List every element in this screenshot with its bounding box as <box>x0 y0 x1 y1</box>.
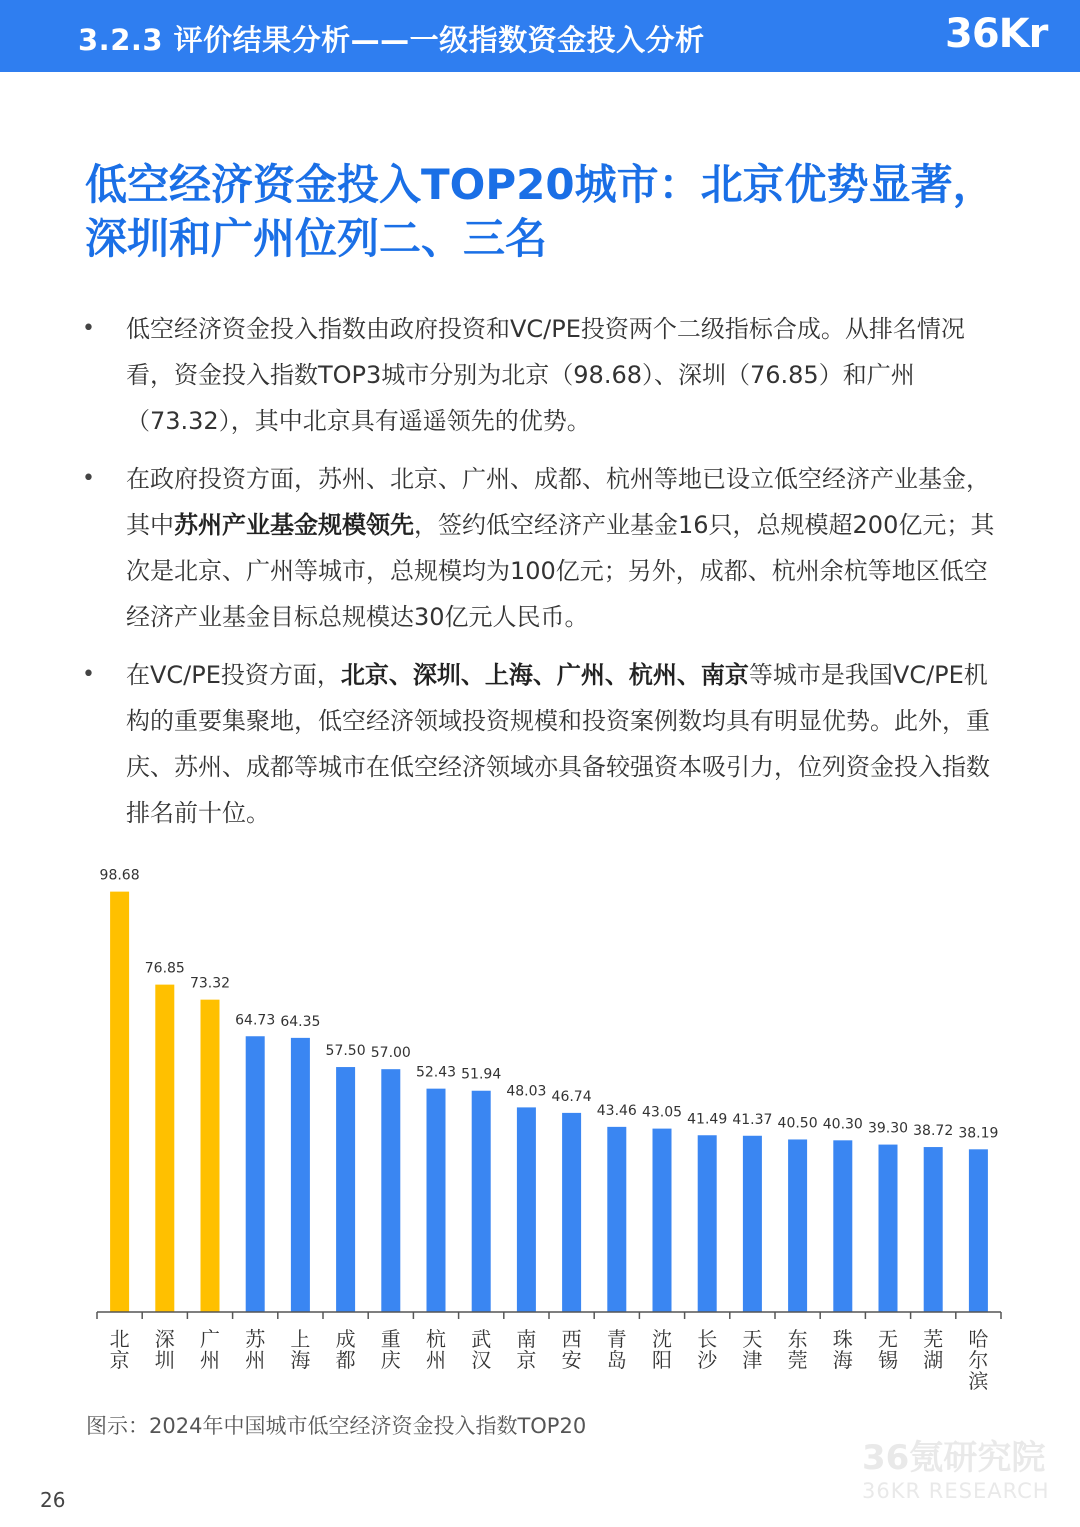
bullet-bold-text: 北京、深圳、上海、广州、杭州、南京 <box>340 661 749 689</box>
bar-value-label: 51.94 <box>461 1066 502 1083</box>
x-tick-label: 西安 <box>561 1327 582 1372</box>
bar-value-label: 57.50 <box>325 1043 366 1060</box>
bar-value-label: 40.30 <box>822 1116 863 1133</box>
bar-成都 <box>336 1067 355 1312</box>
bar-武汉 <box>472 1091 491 1312</box>
bar-value-label: 98.68 <box>99 867 140 884</box>
bar-value-label: 43.05 <box>641 1104 683 1121</box>
chart-svg <box>0 850 1080 1410</box>
bar-重庆 <box>381 1069 400 1312</box>
bar-value-label: 57.00 <box>370 1045 411 1062</box>
x-tick-label: 天津 <box>742 1327 763 1372</box>
bar-value-label: 40.50 <box>777 1115 818 1132</box>
x-tick-label: 长沙 <box>697 1327 718 1372</box>
x-tick-label: 深圳 <box>154 1327 175 1372</box>
bar-value-label: 73.32 <box>189 975 231 992</box>
chart-caption: 图示：2024年中国城市低空经济资金投入指数TOP20 <box>86 1414 587 1438</box>
bar-苏州 <box>246 1036 265 1312</box>
bar-value-label: 43.46 <box>596 1102 637 1119</box>
page-title: 低空经济资金投入TOP20城市：北京优势显著，深圳和广州位列二、三名 <box>85 160 995 263</box>
x-tick-label: 无锡 <box>878 1327 898 1372</box>
x-tick-label: 武汉 <box>471 1327 492 1372</box>
bullet-text: ，签约低空经济产业基金16只，总规模超200亿元；其次是北京、广州等城市，总规模均为100亿元；另外，成都、杭州余杭等地区低空经济产业基金目标总规模达30亿元人民币。 <box>126 511 995 631</box>
bar-沈阳 <box>653 1129 672 1312</box>
bar-芜湖 <box>924 1147 943 1312</box>
section-title: 3.2.3 评价结果分析——一级指数资金投入分析 <box>78 23 705 57</box>
watermark <box>862 1438 1062 1504</box>
bar-value-label: 76.85 <box>144 960 185 977</box>
bullet-item <box>82 456 1002 640</box>
watermark-cn: 36氪研究院 <box>862 1438 1046 1478</box>
bar-value-label: 48.03 <box>506 1083 547 1100</box>
bar-杭州 <box>427 1089 446 1312</box>
bar-value-label: 38.72 <box>913 1123 954 1140</box>
x-tick-label: 重庆 <box>380 1327 401 1372</box>
x-tick-label: 广州 <box>200 1327 220 1372</box>
bar-value-label: 64.35 <box>280 1013 321 1030</box>
bar-南京 <box>517 1107 536 1312</box>
x-tick-label: 珠海 <box>832 1327 853 1372</box>
bullet-dot-icon: • <box>82 316 95 341</box>
bar-东莞 <box>788 1139 807 1312</box>
bullet-item <box>82 306 1002 444</box>
x-tick-label: 成都 <box>335 1327 356 1372</box>
bar-天津 <box>743 1136 762 1312</box>
bar-深圳 <box>155 985 174 1312</box>
bullet-list <box>82 306 1002 848</box>
x-tick-label: 南京 <box>516 1327 537 1372</box>
brand-logo <box>945 0 1080 72</box>
x-tick-label: 青岛 <box>606 1327 627 1372</box>
bar-value-label: 41.49 <box>687 1111 728 1128</box>
bar-北京 <box>110 892 129 1312</box>
x-tick-label: 沈阳 <box>652 1327 672 1372</box>
logo-text: 36Kr <box>945 11 1048 57</box>
bar-value-label: 39.30 <box>867 1120 909 1137</box>
x-tick-label: 北京 <box>109 1327 130 1372</box>
x-tick-label: 杭州 <box>426 1327 446 1372</box>
bullet-dot-icon: • <box>82 662 95 687</box>
bar-value-label: 52.43 <box>415 1064 457 1081</box>
x-tick-label: 哈尔滨 <box>968 1327 989 1393</box>
bar-chart <box>0 850 1080 1410</box>
x-tick-label: 上海 <box>290 1327 311 1372</box>
bar-上海 <box>291 1038 310 1312</box>
bar-西安 <box>562 1113 581 1312</box>
bar-无锡 <box>879 1145 898 1312</box>
x-tick-label: 芜湖 <box>923 1327 944 1372</box>
bullet-text: 在VC/PE投资方面， <box>126 661 341 689</box>
bullet-bold-text: 苏州产业基金规模领先 <box>174 511 414 539</box>
bullet-dot-icon: • <box>82 466 95 491</box>
bar-长沙 <box>698 1135 717 1312</box>
x-tick-label: 东莞 <box>787 1327 808 1372</box>
bullet-item <box>82 652 1002 836</box>
bar-哈尔滨 <box>969 1149 988 1312</box>
bar-珠海 <box>833 1140 852 1312</box>
bar-value-label: 38.19 <box>958 1125 999 1142</box>
bar-广州 <box>201 1000 220 1312</box>
bullet-text: 低空经济资金投入指数由政府投资和VC/PE投资两个二级指标合成。从排名情况看，资金投入指数TOP3城市分别为北京（98.68）、深圳（76.85）和广州（73.32），其中北京具有遥遥领先的优势。 <box>126 315 965 435</box>
bar-value-label: 46.74 <box>551 1088 592 1105</box>
bar-青岛 <box>607 1127 626 1312</box>
x-tick-label: 苏州 <box>245 1327 266 1372</box>
bar-value-label: 64.73 <box>235 1012 276 1029</box>
watermark-en: 36KR RESEARCH <box>862 1479 1050 1503</box>
bullet-text: 在政府投资方面，苏州、北京、广州、成都、杭州等地已设立低空经济产业基金，其中 <box>126 465 990 539</box>
bullet-text: 等城市是我国VC/PE机构的重要集聚地，低空经济领域投资规模和投资案例数均具有明显优势。此外，重庆、苏州、成都等城市在低空经济领域亦具备较强资本吸引力，位列资金投入指数排名前十位。 <box>126 661 990 827</box>
page-number: 26 <box>40 1488 66 1512</box>
bar-value-label: 41.37 <box>732 1111 773 1128</box>
